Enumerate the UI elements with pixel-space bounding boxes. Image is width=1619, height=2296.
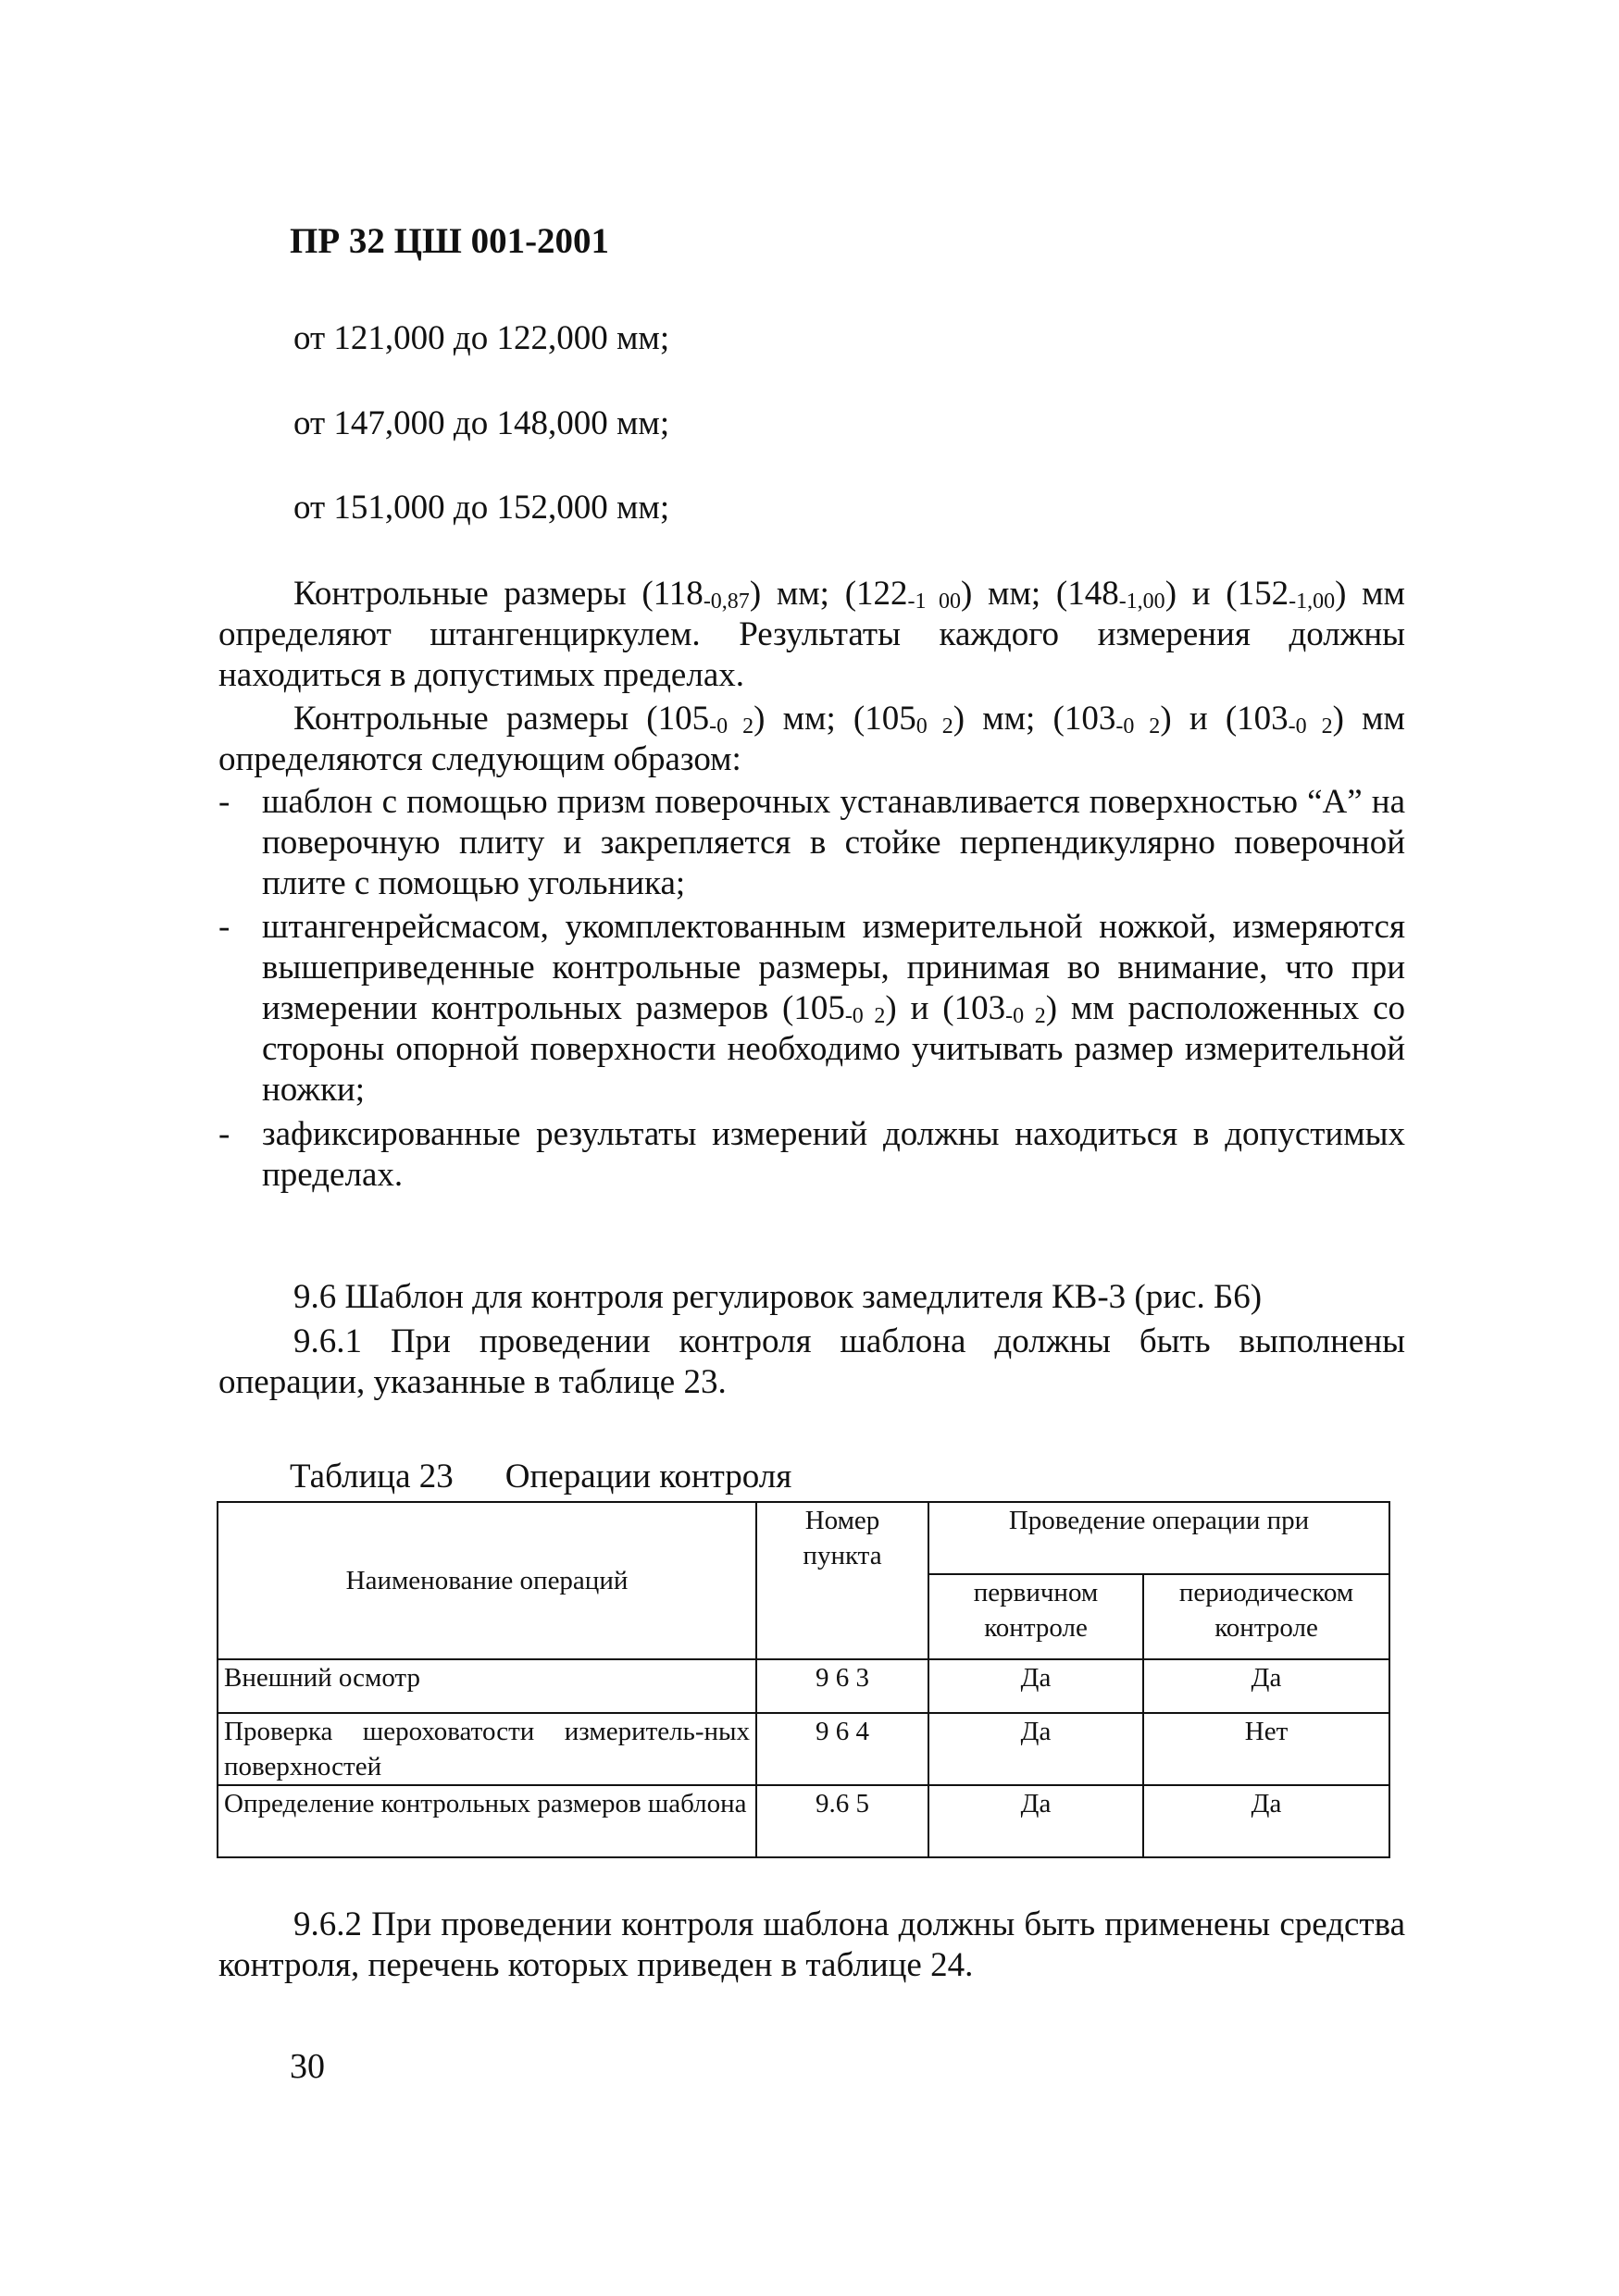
section-heading: 9.6 Шаблон для контроля регулировок замедлителя КВ-3 (рис. Б6)	[293, 1278, 1263, 1316]
operations-table	[217, 1501, 1390, 1858]
table-header-row	[218, 1502, 1389, 1574]
cell-item-number: 9 6 3	[756, 1659, 928, 1713]
range-line: от 147,000 до 148,000 мм;	[293, 404, 670, 442]
cell-operation-name: Проверка шероховатости измеритель-ных поверхностей	[218, 1713, 756, 1785]
cell-primary: Да	[928, 1785, 1143, 1857]
header-conduct: Проведение операции при	[928, 1502, 1389, 1574]
bullet-dash: -	[218, 908, 230, 946]
measurement-method-paragraph: Контрольные размеры $(105_{-0 2})$ мм; $(105_{0 2})$ мм; $(103_{-0 2})$ и $(103_{-0 2})$ мм определяются следующим образом:	[218, 700, 1405, 778]
bullet-dash: -	[218, 783, 230, 821]
bullet-item	[218, 1114, 1405, 1196]
bullet-text: шаблон с помощью призм поверочных устанавливается поверхностью “А” на поверочную плиту и закрепляется в стойке перпендикулярно поверочной плите с помощью угольника;	[262, 783, 1405, 902]
cell-primary: Да	[928, 1659, 1143, 1713]
table-row	[218, 1659, 1389, 1713]
cell-periodic: Да	[1143, 1659, 1389, 1713]
bullet-text: штангенрейсмасом, укомплектованным измерительной ножкой, измеряются вышеприведенные контрольные размеры, принимая во внимание, что при измерении контрольных размеров $(105_{-0 2})$ и $(103_{-0 2})$ мм расположенных со стороны опорной поверхности необходимо учитывать размер измерительной ножки;	[262, 908, 1406, 1109]
table-caption	[290, 1457, 791, 1496]
cell-item-number: 9.6 5	[756, 1785, 928, 1857]
cell-primary: Да	[928, 1713, 1143, 1785]
document-code: ПР 32 ЦШ 001-2001	[290, 221, 610, 261]
section-9-6-2-paragraph: 9.6.2 При проведении контроля шаблона должны быть применены средства контроля, перечень которых приведен в таблице 24.	[218, 1905, 1405, 1984]
table-label: Таблица 23	[290, 1458, 454, 1496]
cell-operation-name: Определение контрольных размеров шаблона	[218, 1785, 756, 1857]
range-line: от 151,000 до 152,000 мм;	[293, 489, 670, 527]
range-line: от 121,000 до 122,000 мм;	[293, 319, 670, 357]
cell-operation-name: Внешний осмотр	[218, 1659, 756, 1713]
bullet-text: зафиксированные результаты измерений должны находиться в допустимых пределах.	[262, 1115, 1405, 1194]
table-name: Операции контроля	[504, 1458, 792, 1496]
header-operation-name: Наименование операций	[218, 1502, 756, 1659]
table-row	[218, 1713, 1389, 1785]
bullet-dash: -	[218, 1115, 230, 1153]
header-item-number: Номер пункта	[756, 1502, 928, 1659]
section-9-6-1-paragraph: 9.6.1 При проведении контроля шаблона должны быть выполнены операции, указанные в таблице 23.	[218, 1322, 1405, 1401]
control-sizes-paragraph: Контрольные размеры $(118_{-0,87})$ мм; $(122_{-1 00})$ мм; $(148_{-1,00})$ и $(152_{-1,00})$ мм определяют штангенциркулем. Результаты каждого измерения должны находиться в допустимых пределах.	[218, 575, 1405, 694]
cell-item-number: 9 6 4	[756, 1713, 928, 1785]
header-periodic: периодическом контроле	[1143, 1574, 1389, 1659]
header-primary: первичном контроле	[928, 1574, 1143, 1659]
table-row	[218, 1785, 1389, 1857]
cell-periodic: Да	[1143, 1785, 1389, 1857]
bullet-item	[218, 907, 1405, 1111]
cell-periodic: Нет	[1143, 1713, 1389, 1785]
bullet-item	[218, 782, 1405, 904]
page-number: 30	[290, 2047, 325, 2086]
